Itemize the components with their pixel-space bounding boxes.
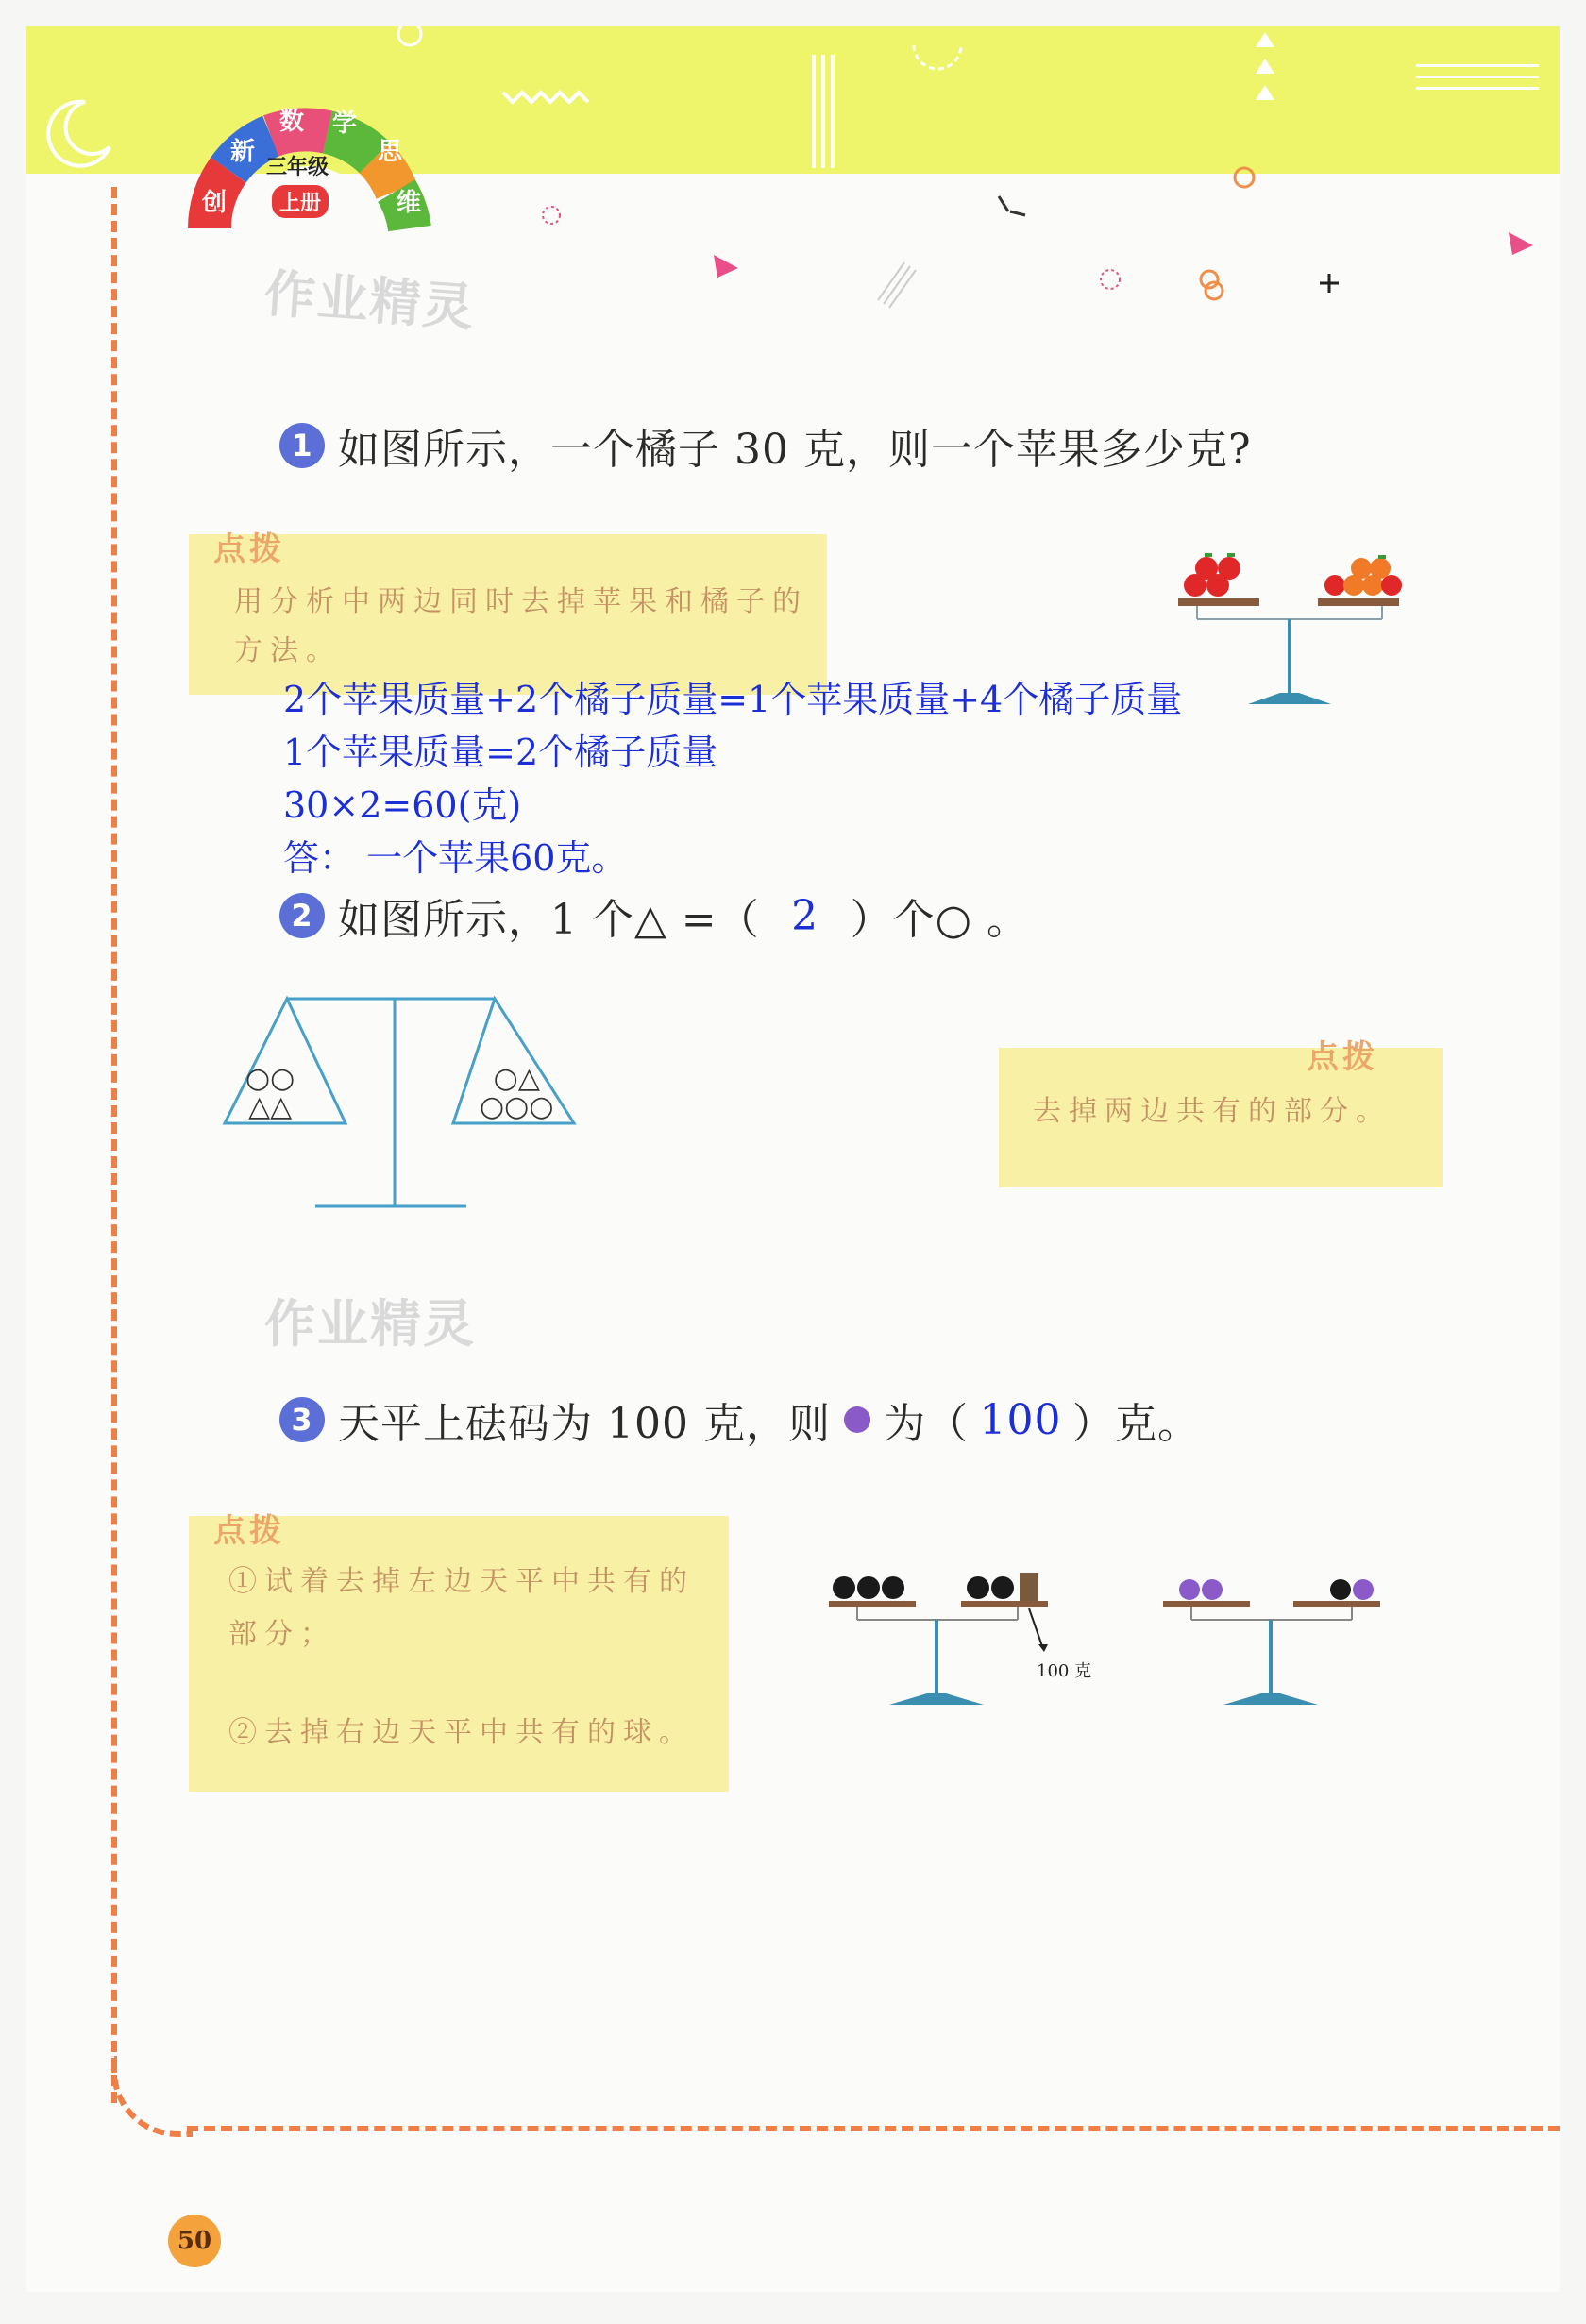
page-number: 50 — [168, 2215, 221, 2267]
watermark: 作业精灵 — [264, 1294, 476, 1354]
hint-text — [228, 1556, 695, 1760]
right-pan-bottom: ○○○ — [480, 1090, 554, 1123]
question-1 — [279, 415, 1252, 476]
question-text: 如图所示，一个橘子 30 克，则一个苹果多少克? — [338, 426, 1252, 474]
orange-icon — [1324, 558, 1402, 596]
question-number-badge: 3 — [279, 1397, 325, 1442]
question-text-end: ）个○ 。 — [850, 896, 1030, 944]
triangle-icons — [1256, 32, 1274, 100]
moon-icon — [48, 102, 110, 166]
question-number-badge: 2 — [279, 893, 325, 938]
right-pan-top: ○△ — [493, 1062, 540, 1095]
logo-char: 维 — [396, 189, 422, 217]
page — [26, 26, 1560, 2292]
solution-line: 1个苹果质量=2个橘子质量 — [283, 732, 718, 773]
ball-balance-figure — [801, 1546, 1405, 1735]
question-text: 天平上砝码为 100 克，则 — [338, 1400, 831, 1448]
hint-line: ②去掉右边天平中共有的球。 — [228, 1716, 695, 1749]
purple-ball-icon — [844, 1406, 870, 1433]
question-number-badge: 1 — [279, 423, 325, 468]
solution-line: 答： 一个苹果60克。 — [283, 837, 628, 879]
question-text: 如图所示，1 个△ =（ — [338, 896, 760, 944]
dashed-border-bottom — [187, 2126, 1560, 2131]
hint-title: 点拨 — [213, 1512, 285, 1550]
hint-line: 方法。 — [234, 634, 342, 667]
solution-line: 30×2=60(克) — [283, 784, 522, 826]
black-ball-icon — [833, 1576, 1014, 1599]
solution-line: 2个苹果质量+2个橘子质量=1个苹果质量+4个橘子质量 — [283, 679, 1183, 720]
left-pan-shapes: ○○ △△ — [245, 1062, 295, 1123]
weight-label: 100 克 — [1037, 1661, 1092, 1681]
dots-icon — [812, 55, 1539, 168]
question-text-end: ）克。 — [1071, 1400, 1200, 1448]
black-ball-icon — [1330, 1579, 1351, 1600]
hint-line: 用分析中两边同时去掉苹果和橘子的 — [234, 585, 808, 618]
hint-title: 点拨 — [213, 530, 285, 568]
grade-label: 三年级 — [266, 156, 329, 179]
answer-blank[interactable]: 2 — [791, 891, 819, 940]
question-text-mid: 为（ — [883, 1400, 969, 1448]
weight-icon — [1020, 1573, 1038, 1601]
dashed-border-corner — [111, 2056, 193, 2137]
answer-blank[interactable]: 100 — [979, 1395, 1062, 1444]
logo-char: 数 — [279, 108, 305, 136]
apple-icon — [1184, 557, 1240, 597]
dashed-border-left — [111, 187, 117, 2103]
volume-badge: 上册 — [272, 185, 329, 218]
hint-line: ①试着去掉左边天平中共有的 — [228, 1565, 695, 1598]
logo-char: 思 — [378, 138, 403, 166]
fruit-balance-figure — [1159, 527, 1424, 716]
logo-char: 新 — [230, 138, 256, 166]
right-pan-shapes — [480, 1062, 554, 1123]
question-2 — [279, 885, 1029, 946]
zigzag-icon — [503, 93, 588, 102]
logo-char: 创 — [202, 189, 228, 217]
hint-text — [234, 578, 808, 676]
hint-line: 部分； — [228, 1618, 336, 1651]
logo-char: 学 — [332, 109, 358, 138]
hint-title: 点拨 — [1307, 1038, 1378, 1076]
question-3 — [279, 1389, 1200, 1450]
watermark: 作业精灵 — [262, 263, 478, 338]
hint-text: 去掉两边共有的部分。 — [1033, 1095, 1392, 1128]
logo-text — [181, 59, 436, 247]
